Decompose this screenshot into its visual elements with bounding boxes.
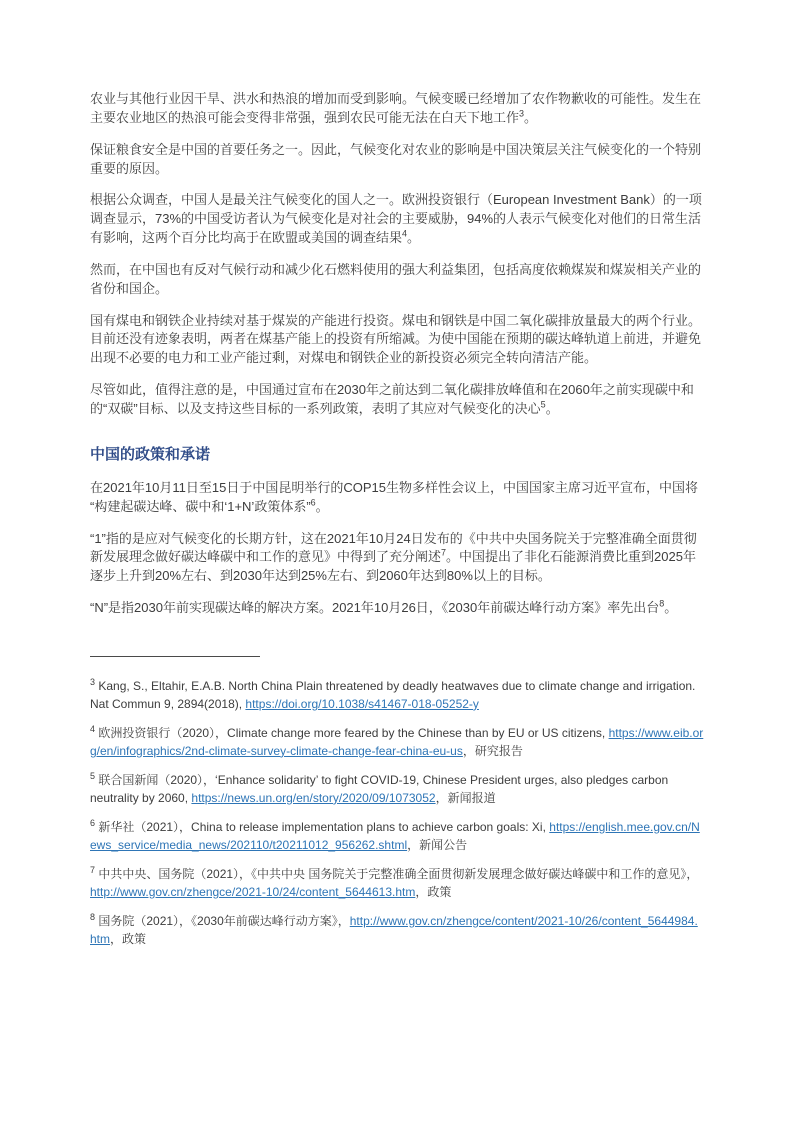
footnote-link-6[interactable]: https://english.mee.gov.cn/News_service/media_news/202110/t20211012_956262.shtml <box>90 819 700 852</box>
footnote-text: ，新闻公告 <box>407 837 468 852</box>
footnote-text: ，政策 <box>415 884 452 899</box>
paragraph-text: 然而，在中国也有反对气候行动和减少化石燃料使用的强大利益集团，包括高度依赖煤炭和煤炭相关产业的省份和国企。 <box>90 261 702 296</box>
footnote-7 <box>90 865 704 901</box>
footnote-text: ，新闻报道 <box>435 790 496 805</box>
body-paragraph-6 <box>90 381 704 419</box>
paragraph-text: 农业与其他行业因干旱、洪水和热浪的增加而受到影响。气候变暖已经增加了农作物歉收的可能性。发生在主要农业地区的热浪可能会变得非常强，强到农民可能无法在白天下地工作 <box>90 91 702 125</box>
body-paragraph-4 <box>90 261 704 299</box>
footnote-text: ，研究报告 <box>462 743 523 758</box>
footnote-text: 中共中央、国务院（2021），《中共中央 国务院关于完整准确全面贯彻新发展理念做好碳达峰碳中和工作的意见》， <box>95 866 699 881</box>
body-paragraph-5 <box>90 312 704 369</box>
footnote-ref-5: 5 <box>540 399 546 410</box>
footnote-text: 国务院（2021），《2030年前碳达峰行动方案》， <box>95 913 350 928</box>
paragraph-text: 在2021年10月11日至15日于中国昆明举行的COP15生物多样性会议上，中国国家主席习近平宣布，中国将 “构建起碳达峰、碳中和‘1+N’政策体系” <box>90 479 698 514</box>
paragraph-text: 。 <box>524 109 538 125</box>
footnote-number: 3 <box>90 676 96 687</box>
footnote-link-4[interactable]: https://www.eib.org/en/infographics/2nd-climate-survey-climate-change-fear-china-eu-us <box>90 725 704 758</box>
paragraph-text: 。 <box>315 498 329 514</box>
paragraph-text: 保证粮食安全是中国的首要任务之一。因此，气候变化对农业的影响是中国决策层关注气候变化的一个特别重要的原因。 <box>90 141 702 176</box>
body-paragraph-8 <box>90 530 704 587</box>
footnote-text: ，政策 <box>110 931 147 946</box>
footnote-number: 5 <box>90 770 96 781</box>
paragraph-text: 根据公众调查，中国人是最关注气候变化的国人之一。欧洲投资银行（European Investment Bank）的一项调查显示，73%的中国受访者认为气候变化是对社会的主要威胁，94%的人表示气候变化对他们的日常生活有影响，这两个百分比均高于在欧盟或美国的调查结果 <box>90 192 702 246</box>
footnote-ref-6: 6 <box>310 497 316 508</box>
footnote-link-8[interactable]: http://www.gov.cn/zhengce/content/2021-10/26/content_5644984.htm <box>90 913 698 946</box>
footnote-text: 新华社（2021），China to release implementation plans to achieve carbon goals: Xi, <box>95 819 550 834</box>
footnote-5 <box>90 771 704 807</box>
footnote-link-5[interactable]: https://news.un.org/en/story/2020/09/1073052 <box>191 790 436 805</box>
paragraph-text: 。中国提出了非化石能源消费比重到2025年逐步上升到20%左右、到2030年达到25%左右、到2060年达到80%以上的目标。 <box>90 549 696 584</box>
paragraph-text: 。 <box>407 230 421 246</box>
paragraph-text: “1”指的是应对气候变化的长期方针，这在2021年10月24日发布的《中共中央国务院关于完整准确全面贯彻新发展理念做好碳达峰碳中和工作的意见》中得到了充分阐述 <box>90 530 697 565</box>
footnote-separator <box>90 656 260 657</box>
paragraph-text: 尽管如此，值得注意的是，中国通过宣布在2030年之前达到二氧化碳排放峰值和在2060年之前实现碳中和的“双碳”目标、以及支持这些目标的一系列政策，表明了其应对气候变化的决心 <box>90 382 694 416</box>
footnote-ref-8: 8 <box>659 598 665 609</box>
footnote-3 <box>90 677 704 713</box>
paragraph-text: 。 <box>545 400 559 416</box>
footnotes-section <box>90 677 704 948</box>
body-paragraph-1 <box>90 90 704 128</box>
footnote-link-3[interactable]: https://doi.org/10.1038/s41467-018-05252-y <box>245 696 479 711</box>
footnote-6 <box>90 818 704 854</box>
body-paragraph-9 <box>90 599 704 618</box>
paragraph-text: 国有煤电和钢铁企业持续对基于煤炭的产能进行投资。煤电和钢铁是中国二氧化碳排放量最大的两个行业。目前还没有迹象表明，两者在煤基产能上的投资有所缩减。为使中国能在预期的碳达峰轨道上前进，并避免出现不必要的电力和工业产能过剩，对煤电和钢铁企业的新投资必须完全转向清洁产能。 <box>90 312 702 366</box>
footnote-link-7[interactable]: http://www.gov.cn/zhengce/2021-10/24/content_5644613.htm <box>90 884 416 899</box>
footnote-number: 8 <box>90 911 96 922</box>
footnote-number: 4 <box>90 723 96 734</box>
footnote-4 <box>90 724 704 760</box>
body-paragraph-3 <box>90 191 704 248</box>
footnote-ref-4: 4 <box>402 228 408 239</box>
section-heading: 中国的政策和承诺 <box>90 445 211 463</box>
footnote-number: 6 <box>90 817 96 828</box>
body-paragraph-7 <box>90 479 704 517</box>
body-paragraph-2 <box>90 141 704 179</box>
paragraph-text: “N”是指2030年前实现碳达峰的解决方案。2021年10月26日，《2030年前碳达峰行动方案》率先出台 <box>90 600 660 616</box>
footnote-text: 欧洲投资银行（2020），Climate change more feared by the Chinese than by EU or US citizens, <box>95 725 609 740</box>
footnote-number: 7 <box>90 864 96 875</box>
footnote-8 <box>90 912 704 948</box>
footnote-text: 联合国新闻（2020），‘Enhance solidarity’ to fight COVID-19, Chinese President urges, also pledges carbon neutrality by 2060, <box>90 772 669 805</box>
paragraph-text: 。 <box>664 600 678 616</box>
footnote-ref-3: 3 <box>519 108 525 119</box>
footnote-ref-7: 7 <box>441 548 447 559</box>
footnote-text: Kang, S., Eltahir, E.A.B. North China Plain threatened by deadly heatwaves due to climate change and irrigation. Nat Commun 9, 2894(2018), <box>90 678 696 711</box>
